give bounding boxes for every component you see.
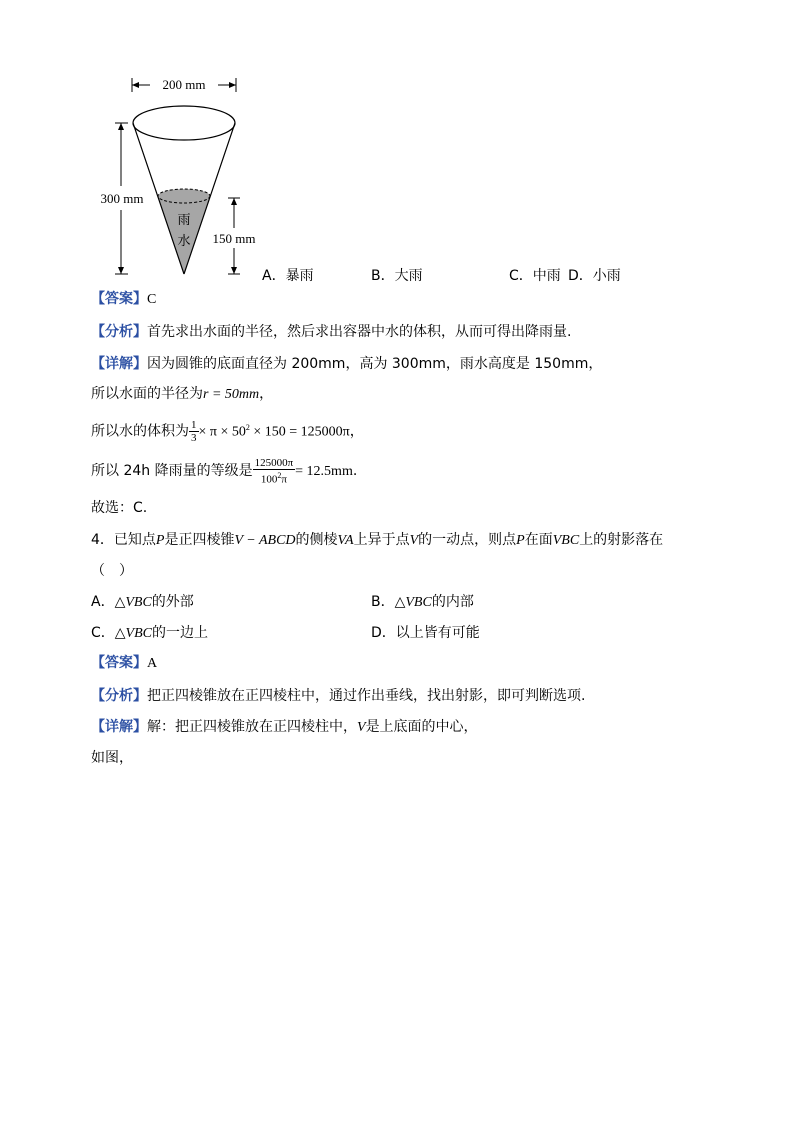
q4-stem-a: 4．已知点 (91, 532, 156, 548)
q4-opt-b-label: B．△ (371, 594, 406, 610)
right-dim-arrow-bottom (231, 267, 237, 274)
right-dim-label: 150 mm (212, 231, 256, 246)
q3-volume-line (91, 412, 364, 444)
water-label-1: 雨 (177, 212, 191, 227)
analysis-tag: 【分析】 (91, 324, 147, 340)
top-dim-arrow-right (229, 82, 236, 88)
rain-fraction (253, 457, 296, 486)
top-dim-label: 200 mm (162, 77, 206, 92)
left-dim-arrow-bottom (118, 267, 124, 274)
top-dim-arrow-left (132, 82, 139, 88)
radius-expr: r = 50mm (203, 387, 260, 402)
q4-stem-c: 的侧棱 (295, 532, 338, 548)
volume-prefix: 所以水的体积为 (91, 423, 189, 440)
q4-option-c (91, 622, 208, 642)
q4-stem-d: 上异于点 (353, 532, 410, 548)
q3-option-d: D．小雨 (568, 268, 621, 284)
q4-p2: P (516, 533, 525, 548)
q4-stem-g: 上的射影落在 (579, 532, 664, 548)
q4-stem-f: 在面 (524, 532, 553, 548)
q4-answer-line (91, 653, 157, 673)
q4-edge: VA (337, 533, 354, 548)
answer-value: C (147, 292, 157, 307)
q4-opt-c-text: 的一边上 (152, 625, 208, 641)
q3-option-a: A．暴雨 (262, 268, 314, 284)
q4-option-d: D．以上皆有可能 (371, 625, 480, 641)
q3-option-b: B．大雨 (371, 268, 423, 284)
volume-suffix: ， (349, 423, 364, 440)
q4-opt-a-text: 的外部 (151, 594, 194, 610)
q4-as-fig-line: 如图， (91, 750, 133, 766)
cone-top-ellipse (133, 106, 235, 140)
q3-option-c: C．中雨 (509, 268, 561, 284)
q4-opt-b-tri: VBC (405, 595, 432, 610)
analysis-tag: 【分析】 (91, 688, 147, 704)
q4-opt-c-label: C．△ (91, 625, 126, 641)
detail-v: V (357, 720, 366, 735)
q4-face: VBC (552, 533, 580, 548)
q4-stem-b: 是正四棱锥 (164, 532, 235, 548)
volume-frac-num: 1 (191, 419, 197, 432)
detail-text: 因为圆锥的底面直径为 200mm，高为 300mm，雨水高度是 150mm， (147, 356, 603, 372)
q4-paren-line: （ ） (91, 563, 133, 579)
volume-fraction (189, 419, 199, 444)
q3-rain-line (91, 454, 357, 488)
radius-prefix: 所以水面的半径为 (91, 386, 203, 402)
detail-text-b: 是上底面的中心， (365, 719, 478, 735)
analysis-text: 把正四棱锥放在正四棱柱中，通过作出垂线，找出射影，即可判断选项. (147, 688, 586, 704)
q4-opt-b-text: 的内部 (431, 594, 474, 610)
volume-frac-den: 3 (191, 432, 197, 445)
q4-analysis-line (91, 686, 585, 706)
q3-answer-line (91, 289, 156, 309)
q4-option-a (91, 591, 194, 611)
detail-text-a: 解：把正四棱锥放在正四棱柱中， (147, 719, 357, 735)
volume-expr-a: × π × 50 (198, 424, 246, 440)
rain-frac-den (253, 470, 296, 486)
volume-expr-b: × 150 = 125000π (249, 424, 350, 440)
cone-figure (88, 70, 288, 280)
q4-opt-c-tri: VBC (125, 626, 152, 641)
water-surface (158, 189, 210, 203)
answer-tag: 【答案】 (91, 291, 147, 307)
q4-option-b (371, 591, 474, 611)
q4-p1: P (155, 533, 165, 548)
q4-detail-line (91, 717, 478, 737)
q4-opt-a-tri: VBC (125, 595, 152, 610)
analysis-text: 首先求出水面的半径，然后求出容器中水的体积，从而可得出降雨量. (147, 324, 572, 340)
rain-den-pi: π (281, 473, 287, 486)
q3-analysis-line (91, 322, 571, 342)
q4-stem-e: 的一动点，则点 (418, 532, 517, 548)
q4-v1: V (409, 533, 419, 548)
volume-exp: 2 (245, 423, 250, 432)
rain-frac-num: 125000π (254, 456, 294, 469)
q3-radius-line (91, 384, 273, 404)
water-label-2: 水 (177, 233, 191, 248)
left-dim-label: 300 mm (100, 191, 144, 206)
answer-value: A (147, 656, 158, 671)
rain-expr: = 12.5mm (295, 464, 353, 479)
rain-suffix: . (352, 463, 358, 479)
q3-choose-line: 故选：C. (91, 500, 148, 516)
q4-opt-a-label: A．△ (91, 594, 126, 610)
rain-den-base: 100 (260, 473, 278, 486)
right-dim-arrow-top (231, 198, 237, 205)
rain-den-exp: 2 (277, 470, 282, 480)
detail-tag: 【详解】 (91, 719, 147, 735)
q3-detail-line (91, 354, 602, 374)
radius-suffix: ， (259, 386, 274, 402)
answer-tag: 【答案】 (91, 655, 147, 671)
q4-stem-line (91, 530, 663, 550)
q4-pyramid: V − ABCD (234, 533, 296, 548)
rain-prefix: 所以 24h 降雨量的等级是 (91, 463, 253, 479)
detail-tag: 【详解】 (91, 356, 147, 372)
left-dim-arrow-top (118, 123, 124, 130)
